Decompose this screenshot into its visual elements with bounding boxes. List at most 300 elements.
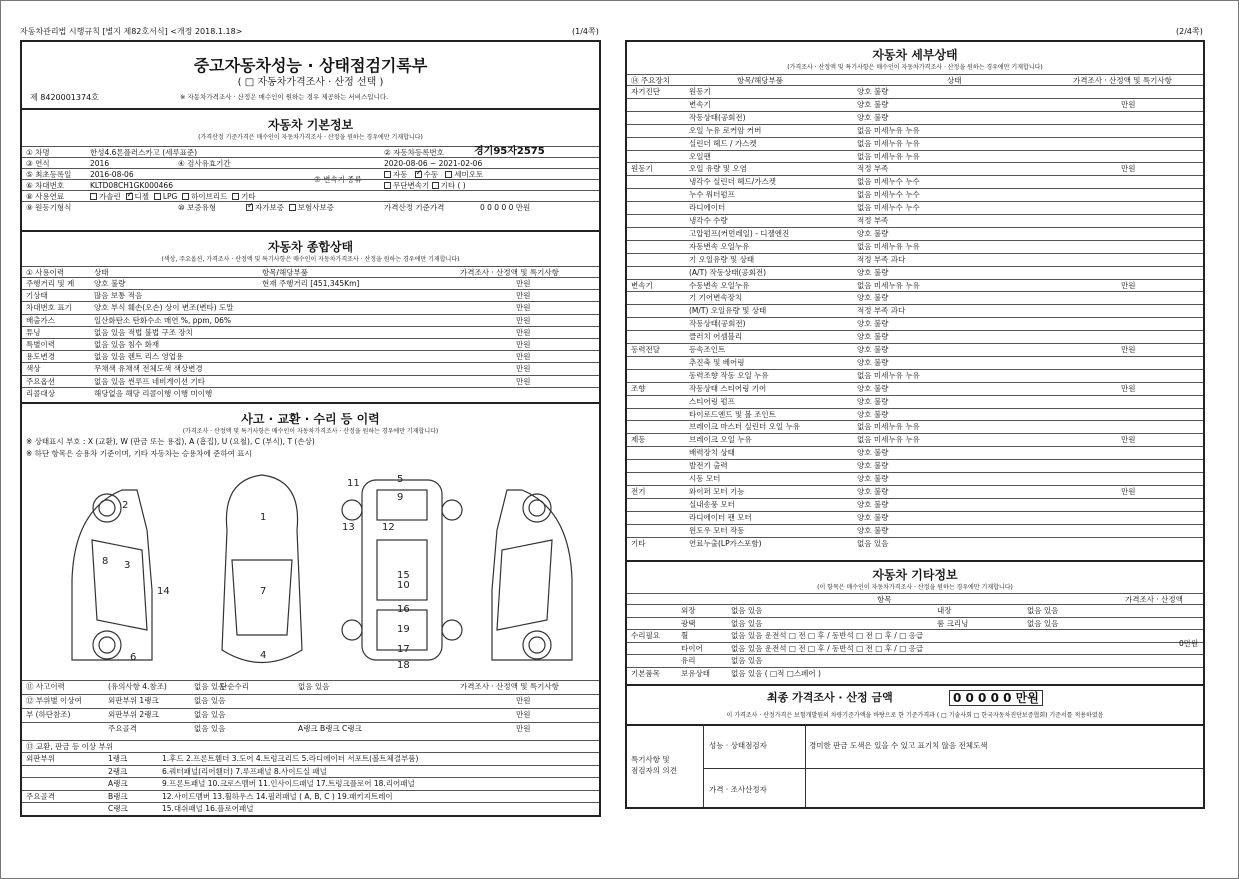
detail-row xyxy=(627,150,1203,161)
detail-row xyxy=(627,395,1203,406)
accident-cell: 외판부위 2랭크 xyxy=(108,710,159,719)
etc-price: 0만원 xyxy=(1179,639,1199,648)
checkbox-trans-other[interactable] xyxy=(432,182,439,189)
detail-title: 자동차 세부상태 xyxy=(872,48,958,62)
detail-row xyxy=(627,240,1203,251)
parts-cell: 외판부위 xyxy=(26,754,55,763)
detail-cell: 없음 미세누유 누유 xyxy=(857,125,920,135)
overall-row xyxy=(22,277,599,288)
value-car-name: 한성4.6톤플러스카고 (세루표준) xyxy=(90,148,198,157)
overall-row xyxy=(22,314,599,325)
detail-row xyxy=(627,253,1203,264)
detail-cell: 브레이크 마스터 실린더 오일 누유 xyxy=(689,422,800,432)
detail-cell: 타이로드엔드 및 볼 조인트 xyxy=(689,409,776,419)
etc-row xyxy=(627,629,1203,640)
detail-cell: 없음 미세누수 누수 xyxy=(857,190,920,200)
overall-state: 양호 불량 xyxy=(94,279,126,288)
overall-row xyxy=(22,326,599,337)
label-inspection-period: ④ 검사유효기간 xyxy=(178,159,231,168)
overall-col-3: 항목/해당부품 xyxy=(262,268,308,277)
car-part-number: 1 xyxy=(260,512,267,523)
detail-cell: 냉각수 실린더 헤드/가스켓 xyxy=(689,177,776,187)
basic-row-1 xyxy=(22,146,599,157)
etc-cell: 광택 xyxy=(681,618,696,628)
overall-price: 만원 xyxy=(516,315,531,325)
appraiser-label: 가격 · 조사산정자 xyxy=(709,785,767,794)
detail-cell: 작동상태 스티어링 기어 xyxy=(689,383,767,393)
checkbox-lpg[interactable] xyxy=(154,193,161,200)
car-left-side xyxy=(72,490,152,660)
detail-cell: 없음 미세누수 누수 xyxy=(857,177,920,187)
trans-semi: 세미오토 xyxy=(454,170,484,179)
checkbox-hybrid[interactable] xyxy=(182,193,189,200)
trans-manual: 수동 xyxy=(423,170,439,179)
etc-cell: 없음 있음 xyxy=(731,618,763,628)
overall-item: 기상태 xyxy=(26,291,48,301)
detail-col-2: 항목/해당부품 xyxy=(737,76,783,85)
detail-cell: 동력조향 작동 오일 누유 xyxy=(689,370,769,380)
etc-cell: 없음 있음 xyxy=(1027,606,1059,615)
car-part-number: 18 xyxy=(397,660,410,670)
label-vin: ⑥ 차대번호 xyxy=(26,181,65,190)
detail-header xyxy=(627,74,1203,85)
detail-cell: 작동상태(공회전) xyxy=(689,319,746,329)
detail-cell: 작동상태(공회전) xyxy=(689,112,746,122)
detail-cell: 실내송풍 모터 xyxy=(689,499,735,509)
detail-cell: 기타 xyxy=(631,538,646,548)
detail-cell: 없음 미세누유 누유 xyxy=(857,422,920,432)
parts-row xyxy=(22,777,599,788)
detail-cell: 적정 부족 xyxy=(857,216,889,225)
accident-row xyxy=(22,708,599,722)
car-diagram xyxy=(52,470,592,670)
overall-price: 만원 xyxy=(516,352,531,362)
etc-cell: 보유상태 xyxy=(681,668,710,678)
overall-state: 일산화탄소 탄화수소 매연 %, ppm, 06% xyxy=(94,315,232,325)
overall-state: 많음 보통 적음 xyxy=(94,291,143,301)
detail-cell: 고압펌프(커먼레일) - 디젤엔진 xyxy=(689,228,790,238)
fuel-hybrid: 하이브리드 xyxy=(191,192,228,201)
etc-cell: 없음 있음 xyxy=(731,656,763,665)
detail-row xyxy=(627,408,1203,419)
basic-info-section xyxy=(22,108,599,141)
parts-title: ⑬ 교환, 판금 등 이상 부위 xyxy=(26,742,114,751)
detail-cell: 기 오일유량 및 상태 xyxy=(689,254,755,264)
parts-cell: 9.프론트패널 10.크로스멤버 11.인사이드패널 17.트렁크플로어 18.리어패널 xyxy=(162,779,415,788)
overall-price: 만원 xyxy=(516,376,531,386)
checkbox-cvt[interactable] xyxy=(384,182,391,189)
etc-row xyxy=(627,654,1203,665)
overall-note: (색상, 주요옵션, 가격조사 · 산정액 및 특기사항은 매수인이 자동차가격조사 · 산정을 원하는 경우에만 기재합니다) xyxy=(161,256,460,263)
detail-cell: 발전기 출력 xyxy=(689,461,728,471)
accident-cell: 부 (하단참조) xyxy=(26,710,71,719)
overall-col-4: 가격조사 · 산정액 및 특기사항 xyxy=(460,268,559,277)
overall-item: 색상 xyxy=(26,364,41,374)
inspector-opinion: 경미한 판금 도색은 있을 수 있고 표기치 않음 전체도색 xyxy=(809,741,988,750)
accident-cell: 없음 있음 xyxy=(298,682,330,691)
basic-info-note: (가격산정 기준가격은 매수인이 자동차가격조사 · 산정을 원하는 경우에만 기재합니다) xyxy=(198,134,423,141)
checkbox-fuel-other[interactable] xyxy=(232,193,239,200)
detail-cell: 적정 부족 xyxy=(857,164,889,174)
car-part-number: 19 xyxy=(397,624,410,635)
detail-cell: 양호 불량 xyxy=(857,267,889,277)
detail-cell: 양호 불량 xyxy=(857,345,889,354)
final-note: 이 가격조사 · 산정가격은 보험개발원의 차량기준가액을 바탕으로 한 기준가격과 ( □ 기술사회 □ 한국자동차진단보증협회) 기준서를 적용하였음 xyxy=(726,712,1104,719)
detail-cell: 만원 xyxy=(1121,280,1136,290)
parts-cell: B랭크 xyxy=(108,791,128,801)
parts-row xyxy=(22,790,599,801)
detail-cell: 동력전달 xyxy=(631,345,660,354)
fuel-lpg: LPG xyxy=(162,192,178,201)
etc-cell: 없음 있음 xyxy=(1027,618,1059,628)
etc-cell: 타이어 xyxy=(681,643,703,653)
etc-header xyxy=(627,593,1203,604)
detail-cell: 제동 xyxy=(631,435,646,445)
detail-cell: (M/T) 오일유량 및 상태 xyxy=(689,306,767,316)
parts-cell: 6.쿼터패널(리어휀더) 7.루프패널 8.사이드실 패널 xyxy=(162,766,327,776)
remarks-section xyxy=(627,724,1203,726)
fuel-other: 기타 xyxy=(241,192,256,201)
detail-cell: 양호 불량 xyxy=(857,396,889,406)
overall-price: 만원 xyxy=(516,291,531,301)
detail-cell: 양호 불량 xyxy=(857,319,889,329)
basic-row-4 xyxy=(22,179,599,190)
detail-cell: 연료누출(LP가스포함) xyxy=(689,538,762,548)
detail-row xyxy=(627,498,1203,509)
overall-row xyxy=(22,350,599,361)
parts-row xyxy=(22,765,599,776)
detail-row xyxy=(627,162,1203,173)
overall-title: 자동차 종합상태 xyxy=(267,240,354,254)
value-reg-number: 경기95자2575 xyxy=(474,146,545,157)
detail-cell: 라디에이터 xyxy=(689,203,726,213)
accident-cell: 없음 있음 xyxy=(194,710,226,719)
parts-cell: 1랭크 xyxy=(108,754,128,763)
etc-cell: 기본품목 xyxy=(631,668,660,678)
overall-section xyxy=(22,230,599,263)
detail-cell: 오일 유량 및 오염 xyxy=(689,164,747,174)
detail-cell: 스티어링 펌프 xyxy=(689,396,735,406)
etc-cell: 내장 xyxy=(937,606,952,615)
overall-price: 만원 xyxy=(516,340,531,349)
accident-cell: 만원 xyxy=(516,710,531,719)
detail-row xyxy=(627,291,1203,302)
final-price-label: 최종 가격조사 · 산정 금액 xyxy=(767,691,893,704)
warranty-insurer: 보험사보증 xyxy=(297,203,334,212)
overall-price: 만원 xyxy=(516,303,531,313)
etc-cell: 없음 있음 운전석 □ 전 □ 후 / 동반석 □ 전 □ 후 / □ 응급 xyxy=(731,643,924,653)
accident-cell: 없음 있음 xyxy=(194,696,226,705)
detail-cell: 적정 부족 과다 xyxy=(857,306,906,316)
accident-row xyxy=(22,722,599,736)
checkbox-semi[interactable] xyxy=(445,171,452,178)
detail-row xyxy=(627,446,1203,457)
checkbox-gasoline[interactable] xyxy=(90,193,97,200)
detail-cell: 윈도우 모터 작동 xyxy=(689,525,745,535)
trans-cvt: 무단변속기 xyxy=(393,181,430,190)
detail-row xyxy=(627,227,1203,238)
overall-row xyxy=(22,289,599,300)
detail-cell: 전기 xyxy=(631,486,646,496)
car-part-number: 17 xyxy=(397,644,410,655)
checkbox-diesel[interactable] xyxy=(126,193,133,200)
detail-row xyxy=(627,485,1203,496)
car-right-side xyxy=(492,490,572,660)
detail-cell: 양호 불량 xyxy=(857,461,889,471)
etc-note: (이 항목은 매수인이 자동차가격조사 · 산정을 원하는 경우에만 기재합니다) xyxy=(817,584,1013,591)
accident-cell: (유의사항 4.참조) xyxy=(108,682,167,691)
detail-row xyxy=(627,356,1203,367)
parts-row xyxy=(22,752,599,763)
accident-cell: 만원 xyxy=(516,696,531,705)
checkbox-self-warranty[interactable] xyxy=(246,204,253,211)
label-year: ③ 연식 xyxy=(26,159,50,168)
car-part-number: 10 xyxy=(397,580,410,591)
etc-row xyxy=(627,604,1203,615)
label-base-price: 가격산정 기준가격 xyxy=(384,203,445,212)
accident-cell: A랭크 B랭크 C랭크 xyxy=(298,724,362,733)
checkbox-manual[interactable] xyxy=(415,171,422,178)
car-part-number: 12 xyxy=(382,522,395,533)
etc-row xyxy=(627,617,1203,628)
form-header: 자동차관리법 시행규칙 [별지 제82호서식] <개정 2018.1.18> xyxy=(20,27,243,36)
overall-item: 용도변경 xyxy=(26,352,55,362)
accident-cell: 만원 xyxy=(516,724,531,733)
label-engine-type: ⑨ 원동기형식 xyxy=(26,203,72,212)
detail-cell: 양호 불량 xyxy=(857,228,889,238)
document-number: 제 8420001374호 xyxy=(30,93,99,102)
detail-cell: 없음 미세누유 누유 xyxy=(857,138,920,148)
etc-col-2: 가격조사 · 산정액 xyxy=(1125,595,1183,604)
parts-cell: 15.대쉬패널 16.플로어패널 xyxy=(162,804,254,813)
accident-cell: ⑫ 부위별 이상여 xyxy=(26,696,82,705)
car-part-number: 9 xyxy=(397,492,404,503)
car-part-number: 14 xyxy=(157,586,170,597)
detail-cell: 만원 xyxy=(1121,383,1136,393)
detail-cell: 등속조인트 xyxy=(689,345,726,354)
detail-cell: 라디에이터 팬 모터 xyxy=(689,512,752,522)
detail-row xyxy=(627,433,1203,444)
detail-col-1: ⑭ 주요장치 xyxy=(631,76,670,85)
basic-row-3 xyxy=(22,168,599,184)
detail-cell: 양호 불량 xyxy=(857,448,889,458)
overall-item: 리콜대상 xyxy=(26,388,55,398)
detail-cell: 만원 xyxy=(1121,486,1136,496)
etc-title: 자동차 기타정보 xyxy=(872,568,958,582)
detail-cell: 양호 불량 xyxy=(857,112,889,122)
page-subtitle: ( □ 자동차가격조사 · 산정 선택 ) xyxy=(237,77,384,88)
value-inspection-period: 2020-08-06 ~ 2021-02-06 xyxy=(384,159,483,168)
detail-row xyxy=(627,85,1203,96)
accident-section xyxy=(22,402,599,435)
accident-row xyxy=(22,680,599,694)
detail-cell: 냉각수 수량 xyxy=(689,216,728,225)
checkbox-insurer-warranty[interactable] xyxy=(289,204,296,211)
basic-row-2 xyxy=(22,157,599,168)
warranty-self: 자가보증 xyxy=(255,203,284,212)
value-vin: KLTD08CH1GK000466 xyxy=(90,181,173,190)
overall-state: 무채색 유채색 전체도색 색상변경 xyxy=(94,364,203,374)
overall-row xyxy=(22,338,599,349)
overall-col-2: 상태 xyxy=(94,268,109,277)
status-legend: ※ 상태표시 부호 : X (교환), W (판금 또는 용접), A (흠집), U (요철), C (부식), T (손상) xyxy=(26,437,315,446)
car-part-number: 6 xyxy=(130,652,137,663)
parts-cell: 1.후드 2.프론트휀더 3.도어 4.트렁크리드 5.라디에이터 서포트(볼트체결부품) xyxy=(162,754,419,763)
detail-cell: (A/T) 작동상태(공회전) xyxy=(689,267,767,277)
detail-row xyxy=(627,304,1203,315)
overall-row xyxy=(22,375,599,386)
etc-cell: 휠 xyxy=(681,631,689,640)
detail-cell: 원동기 xyxy=(631,164,653,174)
detail-cell: 원동기 xyxy=(689,87,711,96)
detail-row xyxy=(627,98,1203,109)
etc-cell: 없음 있음 운전석 □ 전 □ 후 / 동반석 □ 전 □ 후 / □ 응급 xyxy=(731,631,924,640)
overall-row xyxy=(22,362,599,373)
accident-cell: 가격조사 · 산정액 및 특기사항 xyxy=(460,682,559,691)
detail-note: (가격조사 · 산정액 및 특기사항은 매수인이 자동차가격조사 · 산정을 원하는 경우에만 기재합니다) xyxy=(787,64,1043,71)
value-year: 2016 xyxy=(90,159,110,168)
overall-col-1: ① 사용이력 xyxy=(26,268,65,277)
detail-row xyxy=(627,188,1203,199)
overall-price: 만원 xyxy=(516,327,531,337)
car-part-number: 2 xyxy=(122,500,129,511)
detail-row xyxy=(627,459,1203,470)
overall-row xyxy=(22,301,599,312)
etc-cell: 없음 있음 ( □적 □스페어 ) xyxy=(731,668,821,678)
parts-cell: 주요골격 xyxy=(26,791,55,801)
overall-state: 없음 있음 썬루프 네비게이션 기타 xyxy=(94,376,205,386)
detail-cell: 시동 모터 xyxy=(689,474,721,483)
car-roof xyxy=(222,475,302,663)
overall-item: 배출가스 xyxy=(26,315,55,325)
car-part-number: 13 xyxy=(342,522,355,533)
overall-part: 현재 주행거리 [451,345Km] xyxy=(262,279,360,288)
detail-row xyxy=(627,137,1203,148)
accident-cell: 외판부위 1랭크 xyxy=(108,696,159,705)
remarks-divider xyxy=(703,724,704,809)
accident-cell: 없음 있음 xyxy=(194,724,226,733)
detail-row xyxy=(627,201,1203,212)
detail-row xyxy=(627,524,1203,535)
accident-cell: 주요골격 xyxy=(108,724,137,733)
detail-cell: 없음 미세누유 누유 xyxy=(857,280,920,290)
car-part-number: 16 xyxy=(397,604,410,615)
overall-header xyxy=(22,266,599,277)
basic-row-5 xyxy=(22,190,599,201)
detail-row xyxy=(627,511,1203,522)
overall-item: 주행거리 및 계 xyxy=(26,279,75,288)
label-warranty: ⑩ 보증유형 xyxy=(178,203,217,212)
remarks-divider-2 xyxy=(805,724,806,809)
etc-section xyxy=(627,560,1203,591)
final-price-value: 0 0 0 0 0 만원 xyxy=(949,690,1043,706)
final-section xyxy=(627,684,1203,719)
detail-cell: 양호 불량 xyxy=(857,525,889,535)
car-part-number: 15 xyxy=(397,570,410,581)
overall-state: 없음 있음 렌트 리스 영업용 xyxy=(94,352,184,362)
detail-cell: 추진축 및 베어링 xyxy=(689,357,745,367)
trans-other: 기타 ( ) xyxy=(440,181,466,190)
etc-cell: 외장 xyxy=(681,606,696,615)
detail-row xyxy=(627,124,1203,135)
detail-cell: 만원 xyxy=(1121,435,1136,445)
label-car-name: ① 차명 xyxy=(26,148,50,157)
car-part-number: 7 xyxy=(260,586,267,597)
detail-cell: 없음 미세누유 누유 xyxy=(857,370,920,380)
detail-row xyxy=(627,382,1203,393)
detail-cell: 양호 불량 xyxy=(857,87,889,96)
overall-state: 없음 있음 적법 불법 구조 장치 xyxy=(94,327,193,337)
detail-cell: 양호 불량 xyxy=(857,474,889,483)
parts-row xyxy=(22,802,599,813)
detail-cell: 클러치 어셈블리 xyxy=(689,332,743,342)
detail-cell: 기 기어변속장치 xyxy=(689,293,743,303)
detail-cell: 배력장치 상태 xyxy=(689,448,735,458)
detail-cell: 양호 불량 xyxy=(857,383,889,393)
detail-cell: 자기진단 xyxy=(631,87,660,96)
checkbox-auto[interactable] xyxy=(384,171,391,178)
page-1 xyxy=(20,40,601,817)
detail-cell: 없음 미세누수 누수 xyxy=(857,203,920,213)
detail-cell: 양호 불량 xyxy=(857,409,889,419)
basic-info-title: 자동차 기본정보 xyxy=(267,118,354,132)
detail-cell: 만원 xyxy=(1121,99,1136,109)
detail-cell: 누수 워터펌프 xyxy=(689,190,735,200)
page-number-1: (1/4쪽) xyxy=(572,27,599,36)
overall-item: 차대번호 표기 xyxy=(26,303,72,313)
car-part-number: 8 xyxy=(102,556,109,567)
accident-note: (가격조사 · 산정액 및 특기사항은 매수인이 자동차가격조사 · 산정을 원하는 경우에만 기재합니다) xyxy=(182,428,439,435)
detail-cell: 만원 xyxy=(1121,345,1136,354)
detail-cell: 수동변속 오일누유 xyxy=(689,280,750,290)
parts-cell: 12.사이드멤버 13.휠하우스 14.필러패널 ( A, B, C ) 19.패키지트레이 xyxy=(162,791,393,801)
accident-row xyxy=(22,694,599,708)
car-part-number: 4 xyxy=(260,650,267,661)
detail-cell: 양호 불량 xyxy=(857,293,889,303)
detail-cell: 와이퍼 모터 기능 xyxy=(689,486,745,496)
basic-row-6 xyxy=(22,201,599,214)
detail-cell: 만원 xyxy=(1121,164,1136,174)
detail-cell: 없음 미세누유 누유 xyxy=(857,241,920,251)
remarks-label: 특기사항 및 점검자의 의견 xyxy=(631,755,677,776)
etc-col-1: 항목 xyxy=(877,595,892,604)
etc-cell: 룸 크리닝 xyxy=(937,618,969,628)
detail-cell: 실린더 헤드 / 가스켓 xyxy=(689,138,757,148)
service-notice: ※ 자동차가격조사 · 산정은 매수인이 원하는 경우 제공하는 서비스입니다. xyxy=(180,93,389,101)
value-base-price: 0 0 0 0 0 만원 xyxy=(480,203,531,212)
etc-cell: 없음 있음 xyxy=(731,606,763,615)
parts-cell: A랭크 xyxy=(108,779,128,788)
detail-cell: 양호 불량 xyxy=(857,499,889,509)
overall-price: 만원 xyxy=(516,364,531,374)
overall-item: 튜닝 xyxy=(26,327,41,337)
detail-cell: 변속기 xyxy=(689,99,711,109)
detail-cell: 양호 불량 xyxy=(857,512,889,522)
page-title: 중고자동차성능 · 상태점검기록부 xyxy=(193,56,428,75)
detail-row xyxy=(627,330,1203,341)
detail-row xyxy=(627,111,1203,122)
label-first-reg: ⑤ 최초등록일 xyxy=(26,170,72,179)
detail-row xyxy=(627,369,1203,380)
fuel-diesel: 디젤 xyxy=(134,192,150,201)
inspector-label: 성능 · 상태점검자 xyxy=(709,741,767,750)
page-2 xyxy=(625,40,1205,809)
value-first-reg: 2016-08-06 xyxy=(90,170,134,179)
overall-item: 특별이력 xyxy=(26,340,55,349)
car-part-number: 3 xyxy=(124,560,131,571)
parts-cell: 2랭크 xyxy=(108,766,128,776)
vehicle-legend: ※ 하단 항목은 승용차 기준이며, 기타 자동차는 승용차에 준하여 표시 xyxy=(26,449,252,458)
